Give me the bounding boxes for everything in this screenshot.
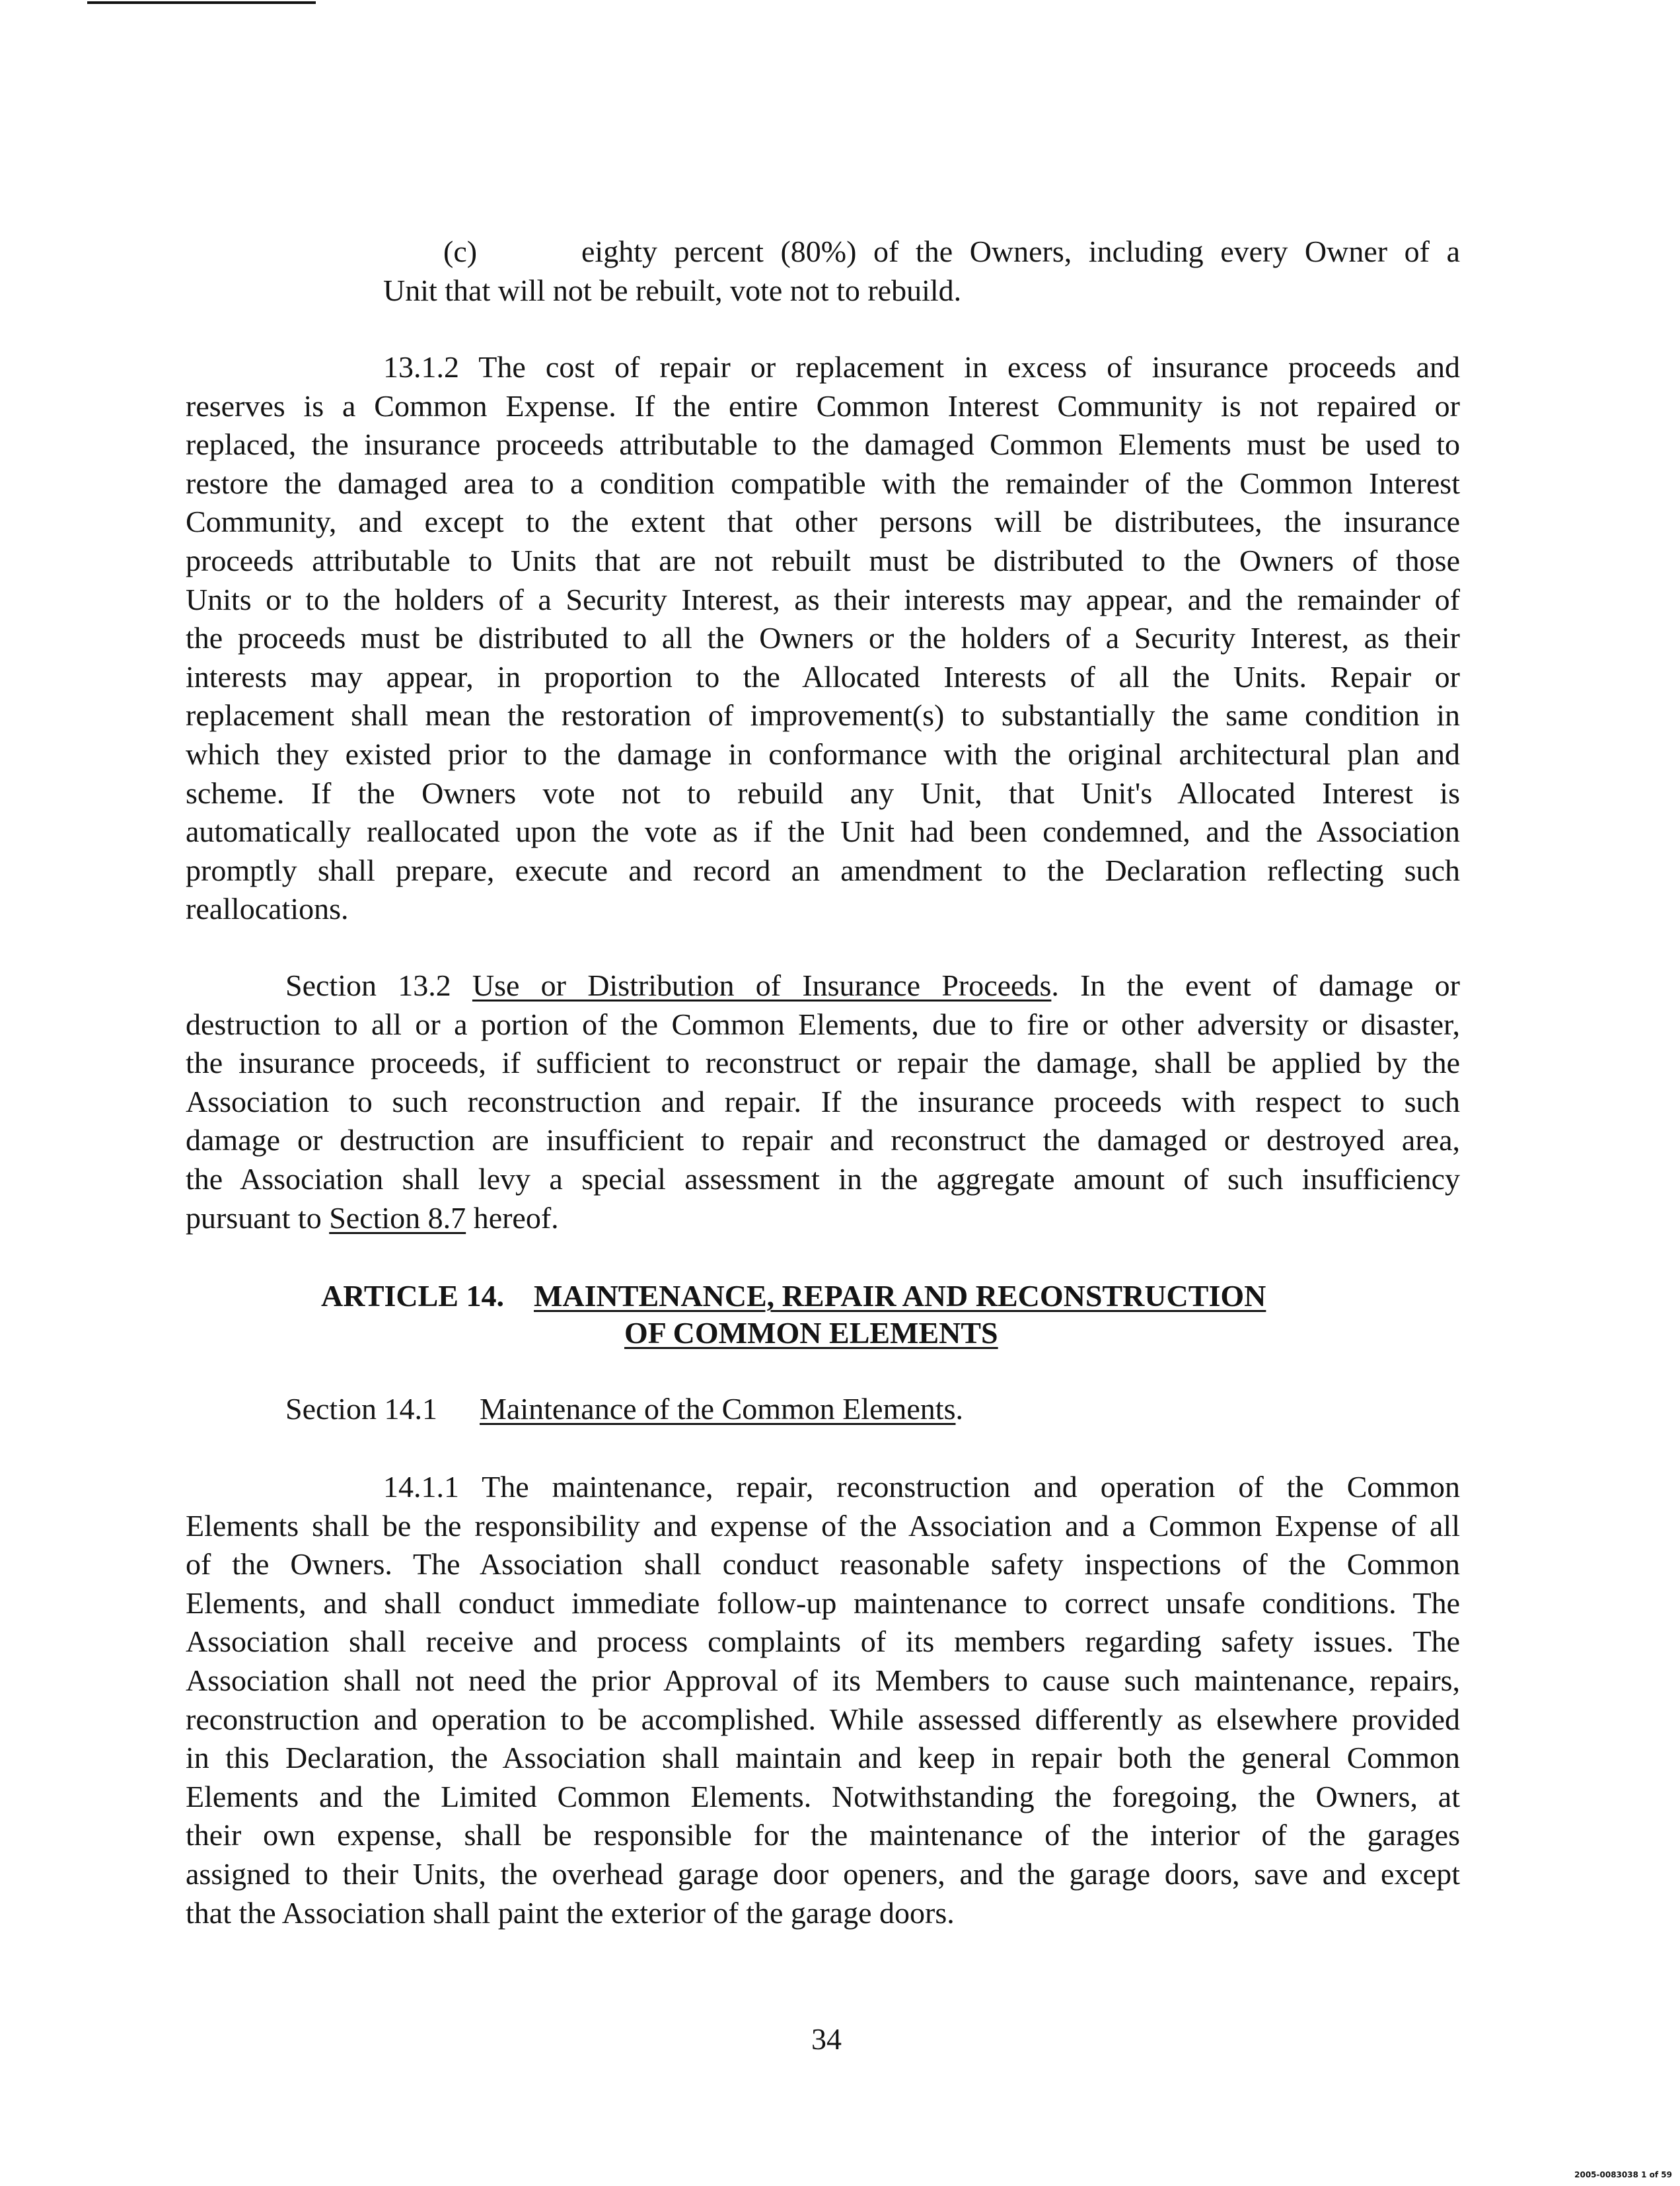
text-line [186, 619, 1460, 658]
text-line [186, 348, 1460, 387]
text-run: restore the damaged area to a condition compatible with the remainder of the Common Interest [186, 466, 1460, 500]
text-run: in this Declaration, the Association shall maintain and keep in repair both the general Common [186, 1741, 1460, 1775]
article-title-line2: OF COMMON ELEMENTS [624, 1316, 998, 1350]
text-line [186, 503, 1460, 542]
text-run: replaced, the insurance proceeds attributable to the damaged Common Elements must be used to [186, 427, 1460, 462]
text-line [186, 1584, 1460, 1623]
text-run: replacement shall mean the restoration of improvement(s) to substantially the same condition in [186, 698, 1460, 733]
text-line [186, 1778, 1460, 1817]
text-line [186, 1894, 1460, 1933]
text-run: 13.1.2 The cost of repair or replacement in excess of insurance proceeds and [383, 350, 1460, 384]
underlined-text: Section 8.7 [329, 1200, 466, 1235]
section-14-1-heading [480, 1390, 963, 1429]
text-run: Elements, and shall conduct immediate follow-up maintenance to correct unsafe conditions. The [186, 1585, 1460, 1620]
underlined-text: Use or Distribution of Insurance Proceeds [472, 968, 1052, 1002]
text-run: scheme. If the Owners vote not to rebuild any Unit, that Unit's Allocated Interest is [186, 776, 1460, 810]
text-line [186, 1468, 1460, 1507]
text-run: Elements shall be the responsibility and expense of the Association and a Common Expense of all [186, 1508, 1460, 1543]
text-line [186, 1083, 1460, 1122]
text-line [186, 852, 1460, 891]
text-line [186, 1121, 1460, 1160]
text-line [186, 774, 1460, 813]
text-run: Elements and the Limited Common Elements. Notwithstanding the foregoing, the Owners, at [186, 1779, 1460, 1813]
text-line [186, 581, 1460, 620]
text-run: Units or to the holders of a Security Interest, as their interests may appear, and the remainder of [186, 582, 1460, 616]
text-run: reserves is a Common Expense. If the entire Common Interest Community is not repaired or [186, 388, 1460, 423]
text-run: Association shall not need the prior Approval of its Members to cause such maintenance, repairs, [186, 1663, 1460, 1697]
text-line [186, 966, 1460, 1005]
text-run: the insurance proceeds, if sufficient to reconstruct or repair the damage, shall be applied by the [186, 1046, 1460, 1080]
page-number: 34 [811, 2022, 842, 2056]
text-run: the proceeds must be distributed to all the Owners or the holders of a Security Interest, as their [186, 621, 1460, 655]
section-14-1-period: . [955, 1392, 963, 1426]
text-run: reconstruction and operation to be accomplished. While assessed differently as elsewhere provided [186, 1702, 1460, 1736]
text-line [186, 1622, 1460, 1661]
text-line [186, 1005, 1460, 1044]
text-line [186, 1199, 1460, 1238]
text-line [186, 735, 1460, 774]
text-line [186, 542, 1460, 581]
text-run: proceeds attributable to Units that are not rebuilt must be distributed to the Owners of those [186, 543, 1460, 577]
text-run: automatically reallocated upon the vote as if the Unit had been condemned, and the Association [186, 815, 1460, 849]
text-line [186, 890, 1460, 929]
paragraph-section-13-2 [186, 966, 1460, 1237]
text-run: of the Owners. The Association shall conduct reasonable safety inspections of the Common [186, 1547, 1460, 1582]
text-run: Unit that will not be rebuilt, vote not to rebuild. [383, 273, 962, 307]
text-line [186, 1855, 1460, 1894]
clause-c-text: eighty percent (80%) of the Owners, including every Owner of a [581, 235, 1460, 268]
text-run: assigned to their Units, the overhead garage door openers, and the garage doors, save and except [186, 1856, 1460, 1891]
section-14-1-title: Maintenance of the Common Elements [480, 1392, 956, 1426]
recording-stamp: 2005-0083038 1 of 59 [1574, 2170, 1672, 2179]
text-line [186, 1739, 1460, 1778]
text-run: . In the event of damage or [1051, 968, 1460, 1002]
text-line [186, 387, 1460, 426]
text-line [186, 696, 1460, 735]
text-run: promptly shall prepare, execute and record an amendment to the Declaration reflecting such [186, 853, 1460, 887]
text-line [186, 658, 1460, 697]
text-line [186, 1160, 1460, 1199]
top-rule [87, 1, 316, 4]
text-run: Section 13.2 [285, 968, 472, 1002]
text-line [186, 813, 1460, 852]
text-run: reallocations. [186, 892, 349, 926]
text-run: damage or destruction are insufficient to repair and reconstruct the damaged or destroyed area, [186, 1123, 1460, 1157]
article-label: ARTICLE 14. [321, 1279, 504, 1313]
text-line [186, 464, 1460, 503]
text-run: which they existed prior to the damage in conformance with the original architectural plan and [186, 737, 1460, 771]
text-line [186, 1044, 1460, 1083]
text-line [186, 425, 1460, 464]
text-run: hereof. [466, 1200, 559, 1235]
text-run: interests may appear, in proportion to the Allocated Interests of all the Units. Repair or [186, 659, 1460, 694]
text-run: Community, and except to the extent that other persons will be distributees, the insurance [186, 505, 1460, 539]
text-run: 14.1.1 The maintenance, repair, reconstruction and operation of the Common [383, 1470, 1460, 1504]
paragraph-para-13-1-2 [186, 348, 1460, 929]
text-line [186, 1507, 1460, 1546]
text-run: pursuant to [186, 1200, 330, 1235]
text-line [186, 1545, 1460, 1584]
text-run: destruction to all or a portion of the Common Elements, due to fire or other adversity or disaster, [186, 1007, 1460, 1041]
text-line [186, 1700, 1460, 1739]
text-line [186, 1816, 1460, 1855]
text-run: their own expense, shall be responsible for the maintenance of the interior of the garages [186, 1818, 1460, 1852]
section-14-1-label: Section 14.1 [285, 1392, 437, 1426]
text-run: the Association shall levy a special assessment in the aggregate amount of such insufficiency [186, 1161, 1460, 1196]
text-line [186, 1661, 1460, 1700]
text-run: that the Association shall paint the exterior of the garage doors. [186, 1895, 955, 1930]
text-line [186, 272, 1460, 310]
text-run: (c) [443, 235, 478, 268]
text-run: Association to such reconstruction and repair. If the insurance proceeds with respect to such [186, 1084, 1460, 1118]
paragraph-para-14-1-1 [186, 1468, 1460, 1932]
article-title-line1: MAINTENANCE, REPAIR AND RECONSTRUCTION [534, 1279, 1266, 1313]
text-run: Association shall receive and process complaints of its members regarding safety issues. The [186, 1624, 1460, 1659]
